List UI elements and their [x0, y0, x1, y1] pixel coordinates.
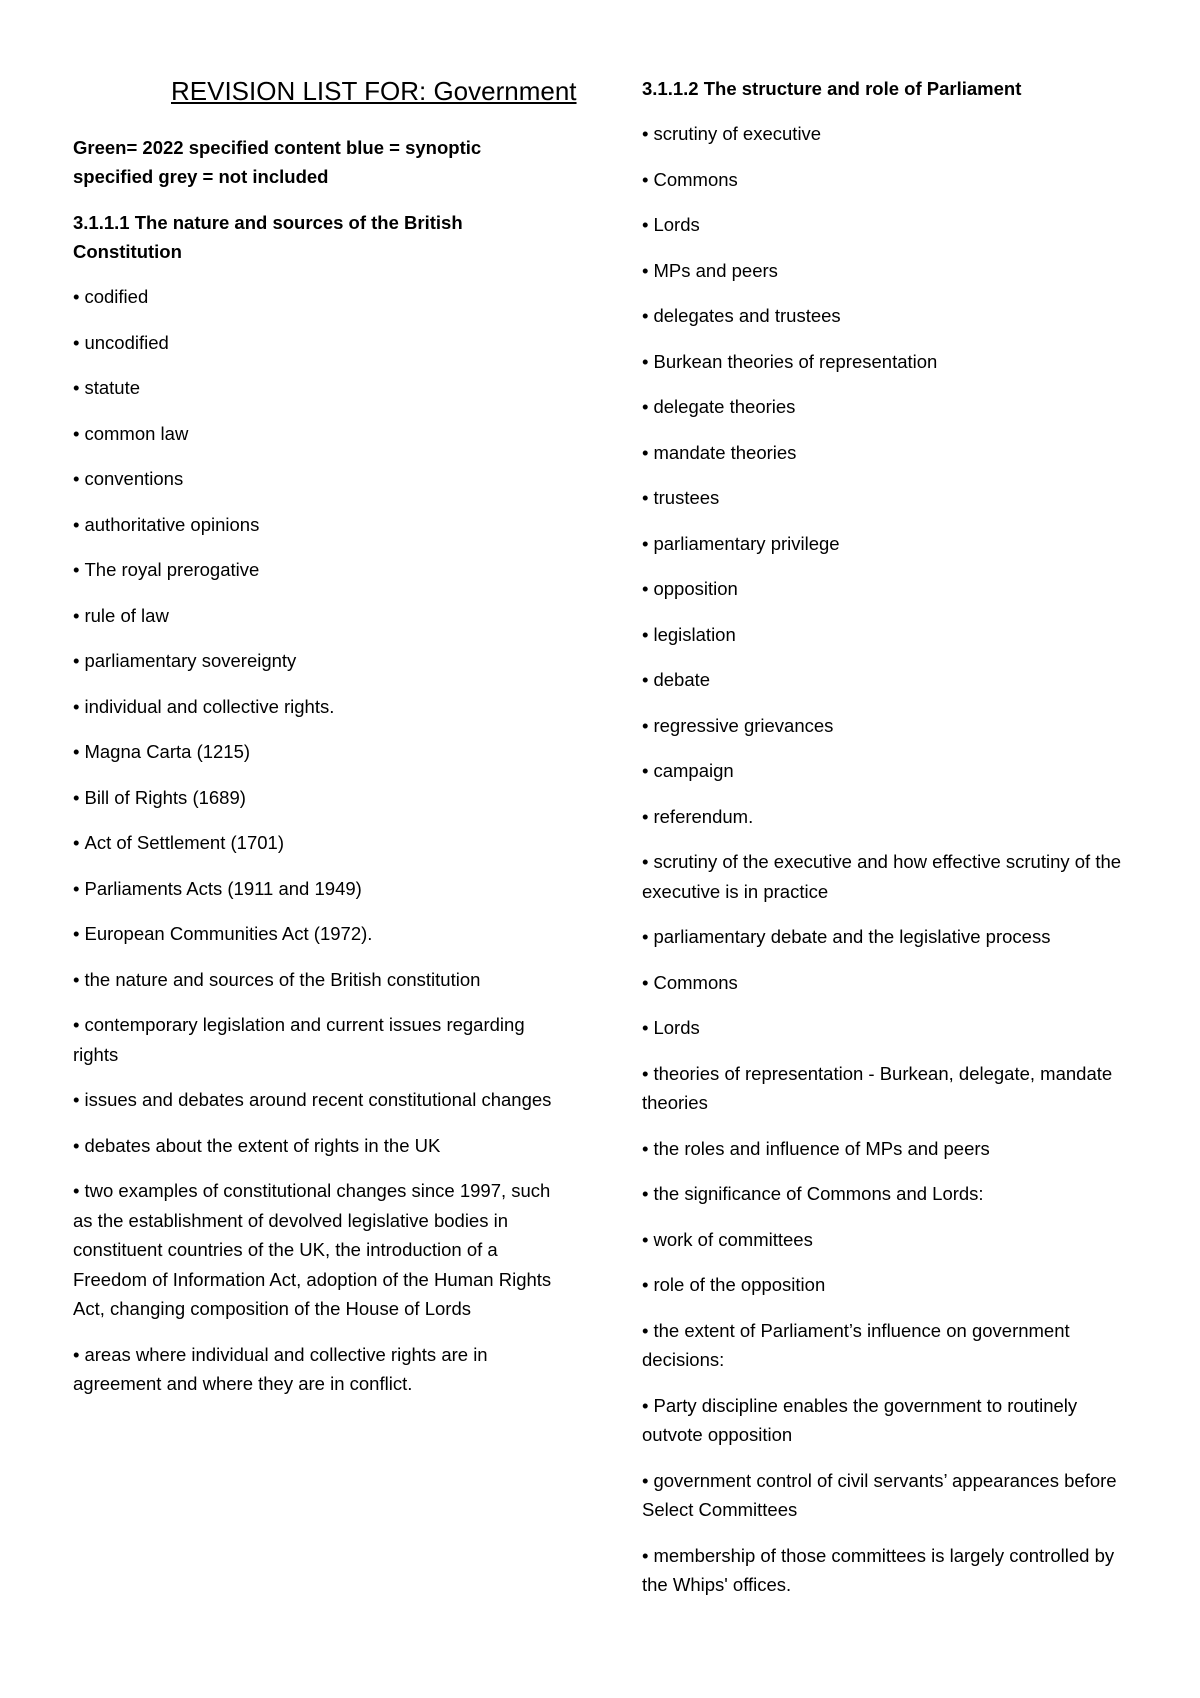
list-item-text: common law [84, 422, 189, 444]
bullet-icon: • [642, 1228, 649, 1250]
list-item [73, 373, 553, 403]
bullet-icon: • [642, 1469, 649, 1491]
list-item [73, 965, 553, 995]
bullet-icon: • [642, 805, 649, 827]
list-item-text: role of the opposition [653, 1274, 826, 1295]
list-item-text: the extent of Parliament’s influence on government decisions: [642, 1319, 1070, 1370]
list-item [642, 529, 1142, 559]
section-heading-parliament: 3.1.1.2 The structure and role of Parliament [642, 78, 1022, 99]
list-item [73, 1085, 553, 1115]
list-item-text: opposition [653, 578, 738, 599]
list-item-text: areas where individual and collective rights are in agreement and where they are in conflict. [73, 1343, 488, 1394]
list-item [642, 574, 1142, 604]
list-item [642, 922, 1142, 952]
list-item [642, 347, 1142, 377]
bullet-icon: • [73, 695, 80, 717]
list-item [642, 256, 1142, 286]
list-item-text: Lords [653, 1017, 700, 1038]
bullet-icon: • [73, 377, 80, 398]
parliament-topic-list [642, 119, 1142, 1616]
list-item-text: trustees [653, 487, 720, 508]
bullet-icon: • [642, 214, 649, 235]
list-item-text: Burkean theories of representation [653, 350, 938, 372]
bullet-icon: • [73, 422, 80, 444]
list-item-text: individual and collective rights. [84, 695, 335, 717]
list-item-text: mandate theories [653, 441, 797, 463]
bullet-icon: • [73, 1089, 80, 1110]
list-item [642, 392, 1142, 422]
list-item [642, 1013, 1142, 1043]
bullet-icon: • [73, 877, 80, 899]
bullet-icon: • [73, 1014, 80, 1035]
bullet-icon: • [73, 468, 80, 489]
list-item-text: membership of those committees is largely controlled by the Whips' offices. [642, 1544, 1115, 1595]
list-item-text: theories of representation - Burkean, delegate, mandate theories [642, 1062, 1113, 1113]
list-item [642, 711, 1142, 741]
list-item [73, 555, 553, 585]
bullet-icon: • [73, 1180, 80, 1201]
list-item [73, 1131, 553, 1161]
list-item-text: issues and debates around recent constitutional changes [84, 1089, 552, 1110]
list-item [73, 282, 553, 312]
list-item [642, 802, 1142, 832]
bullet-icon: • [642, 578, 649, 599]
list-item [642, 620, 1142, 650]
list-item-text: Bill of Rights (1689) [84, 786, 246, 808]
list-item-text: debate [653, 669, 711, 690]
list-item [642, 1225, 1142, 1255]
list-item [73, 874, 553, 904]
list-item-text: two examples of constitutional changes since 1997, such as the establishment of devolved legislative bodies in constituent countries of the UK, the introduction of a Freedom of Information Act, adoption of the Human Rights Act, changing composition of the House of Lords [73, 1180, 552, 1319]
bullet-icon: • [642, 305, 649, 326]
bullet-icon: • [73, 1343, 80, 1365]
list-item [73, 646, 553, 676]
list-item [642, 665, 1142, 695]
list-item [73, 1010, 553, 1069]
list-item [642, 1270, 1142, 1300]
list-item-text: uncodified [84, 331, 169, 353]
list-item [642, 210, 1142, 240]
bullet-icon: • [642, 760, 649, 781]
list-item [642, 1391, 1142, 1450]
list-item-text: Lords [653, 214, 700, 235]
bullet-icon: • [73, 331, 80, 353]
list-item [73, 464, 553, 494]
list-item-text: contemporary legislation and current issues regarding rights [73, 1014, 525, 1065]
bullet-icon: • [73, 968, 80, 990]
list-item [73, 737, 553, 767]
bullet-icon: • [642, 1274, 649, 1295]
bullet-icon: • [642, 396, 649, 417]
list-item-text: the nature and sources of the British constitution [84, 968, 481, 990]
list-item-text: parliamentary privilege [653, 532, 840, 554]
bullet-icon: • [642, 532, 649, 554]
list-item-text: Act of Settlement (1701) [84, 832, 284, 853]
list-item-text: scrutiny of the executive and how effective scrutiny of the executive is in practice [642, 851, 1122, 902]
list-item [73, 692, 553, 722]
color-key: Green= 2022 specified content blue = synoptic specified grey = not included [73, 137, 482, 187]
list-item-text: campaign [653, 760, 734, 781]
bullet-icon: • [642, 623, 649, 645]
list-item-text: The royal prerogative [84, 559, 260, 580]
list-item [642, 483, 1142, 513]
bullet-icon: • [642, 851, 649, 872]
list-item [642, 1059, 1142, 1118]
list-item-text: scrutiny of executive [653, 123, 822, 144]
list-item [642, 301, 1142, 331]
bullet-icon: • [642, 168, 649, 190]
list-item-text: delegates and trustees [653, 305, 841, 326]
list-item [642, 438, 1142, 468]
list-item-text: Parliaments Acts (1911 and 1949) [84, 877, 362, 899]
list-item [642, 165, 1142, 195]
bullet-icon: • [73, 559, 80, 580]
list-item-text: referendum. [653, 805, 754, 827]
list-item [73, 1176, 553, 1324]
list-item-text: Party discipline enables the government to routinely outvote opposition [642, 1394, 1078, 1445]
bullet-icon: • [642, 1394, 649, 1416]
section-heading-constitution: 3.1.1.1 The nature and sources of the British Constitution [73, 212, 463, 262]
list-item [73, 601, 553, 631]
bullet-icon: • [642, 487, 649, 508]
bullet-icon: • [642, 123, 649, 144]
list-item [642, 1134, 1142, 1164]
bullet-icon: • [642, 971, 649, 993]
bullet-icon: • [73, 1134, 80, 1156]
bullet-icon: • [73, 741, 80, 762]
list-item [642, 1466, 1142, 1525]
bullet-icon: • [73, 923, 80, 944]
list-item-text: codified [84, 286, 149, 307]
bullet-icon: • [642, 1062, 649, 1084]
list-item-text: regressive grievances [653, 714, 834, 736]
bullet-icon: • [73, 832, 80, 853]
bullet-icon: • [73, 513, 80, 535]
list-item-text: parliamentary sovereignty [84, 650, 297, 671]
list-item-text: work of committees [653, 1228, 813, 1250]
list-item-text: MPs and peers [653, 259, 778, 281]
bullet-icon: • [642, 1137, 649, 1159]
list-item [642, 1179, 1142, 1209]
list-item-text: Commons [653, 971, 738, 993]
list-item-text: the roles and influence of MPs and peers [653, 1137, 990, 1159]
bullet-icon: • [642, 669, 649, 690]
bullet-icon: • [642, 714, 649, 736]
bullet-icon: • [642, 926, 649, 947]
list-item-text: Magna Carta (1215) [84, 741, 251, 762]
bullet-icon: • [642, 1544, 649, 1566]
bullet-icon: • [642, 259, 649, 281]
list-item [73, 828, 553, 858]
list-item [73, 1340, 553, 1399]
list-item-text: Commons [653, 168, 738, 190]
list-item [642, 1316, 1142, 1375]
list-item [73, 919, 553, 949]
bullet-icon: • [642, 1319, 649, 1341]
list-item [642, 968, 1142, 998]
list-item-text: legislation [653, 623, 736, 645]
bullet-icon: • [642, 1183, 649, 1204]
bullet-icon: • [642, 350, 649, 372]
list-item-text: the significance of Commons and Lords: [653, 1183, 984, 1204]
list-item [642, 1541, 1142, 1600]
list-item-text: rule of law [84, 604, 169, 626]
list-item-text: debates about the extent of rights in the UK [84, 1134, 441, 1156]
page-title: REVISION LIST FOR: Government [171, 76, 577, 106]
bullet-icon: • [73, 604, 80, 626]
list-item [642, 756, 1142, 786]
list-item-text: authoritative opinions [84, 513, 260, 535]
bullet-icon: • [73, 286, 80, 307]
list-item-text: parliamentary debate and the legislative process [653, 926, 1051, 947]
list-item-text: delegate theories [653, 396, 796, 417]
list-item [73, 510, 553, 540]
bullet-icon: • [73, 650, 80, 671]
bullet-icon: • [73, 786, 80, 808]
list-item [642, 119, 1142, 149]
constitution-topic-list [73, 282, 553, 1415]
list-item [642, 847, 1142, 906]
bullet-icon: • [642, 441, 649, 463]
list-item-text: statute [84, 377, 141, 398]
list-item-text: European Communities Act (1972). [84, 923, 373, 944]
list-item [73, 419, 553, 449]
list-item [73, 783, 553, 813]
list-item-text: conventions [84, 468, 184, 489]
list-item [73, 328, 553, 358]
bullet-icon: • [642, 1017, 649, 1038]
list-item-text: government control of civil servants’ appearances before Select Committees [642, 1469, 1117, 1520]
